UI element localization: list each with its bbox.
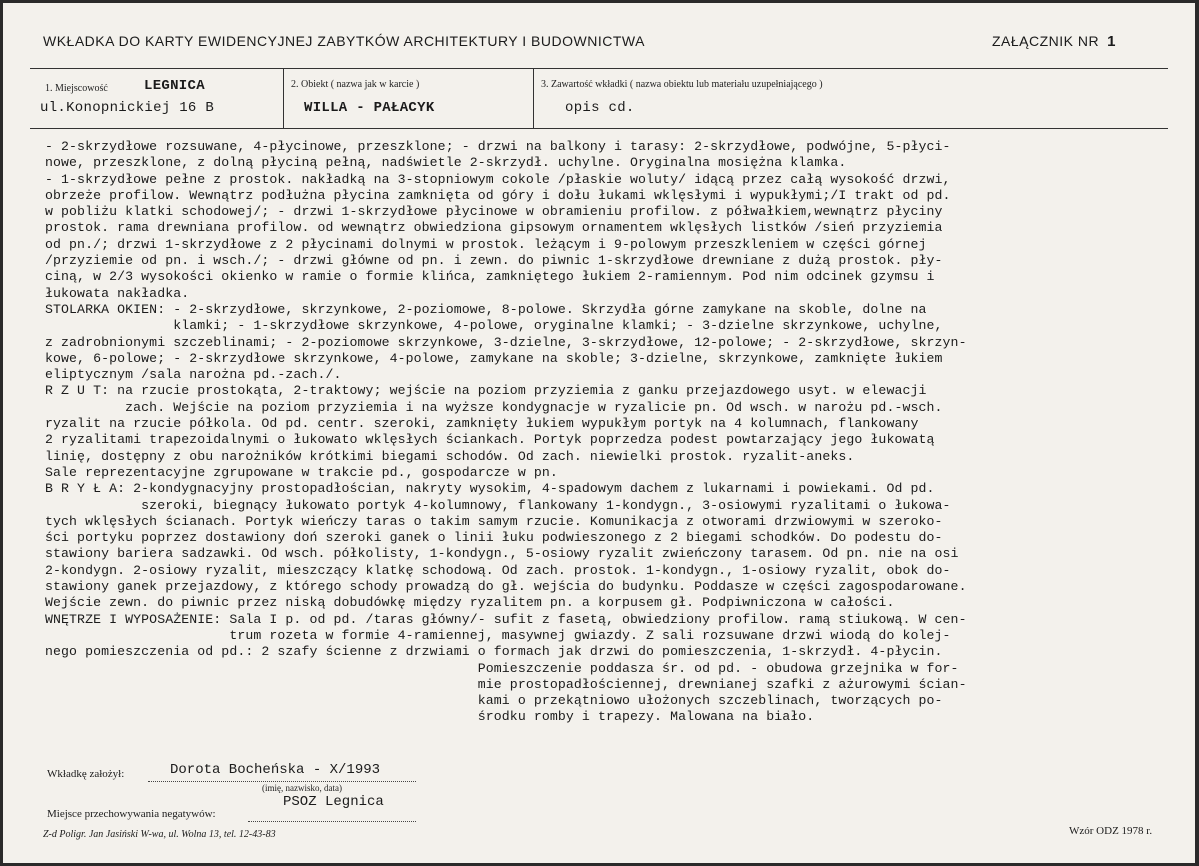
text-line: klamki; - 1-skrzydłowe skrzynkowe, 4-polowe, oryginalne klamki; - 3-dzielne skrzynkowe, uchylne, xyxy=(45,318,943,334)
negatives-dotted-line xyxy=(248,820,416,822)
text-line: nego pomieszczenia od pd.: 2 szafy ścienne z drzwiami o formach jak drzwi do pomieszczenia, 1-skrzydł. 4-płycin. xyxy=(45,644,943,660)
text-line: 2 ryzalitami trapezoidalnymi o łukowato wklęsłych ściankach. Portyk poprzedza podest powtarzający jego łukowatą xyxy=(45,432,935,448)
author-note: (imię, nazwisko, data) xyxy=(262,783,342,793)
annex-label xyxy=(992,33,1116,50)
text-line: kami o przekątniowo ułożonych szczeblinach, tworzących po- xyxy=(45,693,943,709)
text-line: nowe, przeszklone, z dolną płyciną pełną, nadświetle 2-skrzydł. uchylne. Oryginalna mosiężna klamka. xyxy=(45,155,847,171)
text-line: Pomieszczenie poddasza śr. od pd. - obudowa grzejnika w for- xyxy=(45,660,959,676)
field-divider-2 xyxy=(533,68,534,128)
form-title: WKŁADKA DO KARTY EWIDENCYJNEJ ZABYTKÓW ARCHITEKTURY I BUDOWNICTWA xyxy=(43,33,645,49)
author-dotted-line xyxy=(148,780,416,782)
text-line: - 2-skrzydłowe rozsuwane, 4-płycinowe, przeszklone; - drzwi na balkony i tarasy: 2-skrzydłowe, podwójne, 5-płyci- xyxy=(45,139,951,154)
text-line: stawiony bariera sadzawki. Od wsch. półkolisty, 1-kondygn., 5-osiowy ryzalit zwieńczony tarasem. Od pn. nie na osi xyxy=(45,546,959,562)
text-line: linię, dostępny z obu narożników krótkimi biegami schodów. Od zach. niewielki prostok. ryzalit-aneks. xyxy=(45,448,855,464)
field-1-label: 1. Miejscowość xyxy=(45,83,108,94)
text-line: środku romby i trapezy. Malowana na biało. xyxy=(45,709,815,725)
field-3-label: 3. Zawartość wkładki ( nazwa obiektu lub materiału uzupełniającego ) xyxy=(541,79,823,90)
text-line: R Z U T: na rzucie prostokąta, 2-traktowy; wejście na poziom przyziemia z ganku przejazdowego usyt. w elewacji xyxy=(45,383,927,399)
negatives-value: PSOZ Legnica xyxy=(283,794,384,810)
text-line: szeroki, biegnący łukowato portyk 4-kolumnowy, flankowany 1-kondygn., 3-osiowymi ryzalitami o łukowa- xyxy=(45,497,951,513)
text-line: eliptycznym /sala narożna pd.-zach./. xyxy=(45,367,342,383)
text-line: trum rozeta w formie 4-ramiennej, masywnej gwiazdy. Z sali rozsuwane drzwi wiodą do kolej- xyxy=(45,627,951,643)
field-3-value: opis cd. xyxy=(565,100,635,116)
negatives-label: Miejsce przechowywania negatywów: xyxy=(47,808,216,820)
text-line: obrzeże profilow. Wewnątrz podłużna płycina zamknięta od góry i dołu łukami wklęsłymi i wypukłymi;/I trakt od pd. xyxy=(45,187,951,203)
field-box-top-rule xyxy=(30,68,1168,69)
author-value: Dorota Bocheńska - X/1993 xyxy=(170,762,381,778)
field-1-value-city: LEGNICA xyxy=(144,78,205,94)
printer-info: Z-d Poligr. Jan Jasiński W-wa, ul. Wolna 13, tel. 12-43-83 xyxy=(43,829,276,840)
field-box-bottom-rule xyxy=(30,128,1168,129)
text-line: zach. Wejście na poziom przyziemia i na wyższe kondygnacje w ryzalicie pn. Od wsch. w narożu pd.-wsch. xyxy=(45,399,943,415)
text-line: tych wklęsłych ścianach. Portyk wieńczy taras o takim samym rzucie. Komunikacja z otworami drzwiowymi w szeroko- xyxy=(45,513,943,529)
text-line: 2-kondygn. 2-osiowy ryzalit, mieszczący klatkę schodową. Od zach. prostok. 1-kondygn., 1-osiowy ryzalit, obok do- xyxy=(45,562,951,578)
page-edge-right xyxy=(1195,0,1199,866)
text-line: ści portyku poprzez dostawiony doń szeroki ganek o linii łuku podwieszonego z 2 biegami schodków. Do podestu do- xyxy=(45,530,943,546)
text-line: ciną, w 2/3 wysokości okienko w ramie o formie klińca, zamkniętego łukiem 2-ramiennym. Pod nim odcinek gzymsu i xyxy=(45,269,935,285)
text-line: w pobliżu klatki schodowej/; - drzwi 1-skrzydłowe płycinowe w obramieniu profilow. z półwałkiem,wewnątrz płyciny xyxy=(45,204,943,220)
field-1-value-street: ul.Konopnickiej 16 B xyxy=(40,100,215,116)
text-line: stawiony ganek przejazdowy, z którego schody prowadzą do gł. wejścia do budynku. Poddasze w części zagospodarowane. xyxy=(45,579,967,595)
text-line: Wejście zewn. do piwnic przez niską dobudówkę między ryzalitem pn. a korpusem gł. Podpiwniczona w całości. xyxy=(45,595,895,611)
text-line: Sale reprezentacyjne zgrupowane w trakcie pd., gospodarcze w pn. xyxy=(45,464,558,480)
text-line: - 1-skrzydłowe pełne z prostok. nakładką na 3-stopniowym cokole /płaskie woluty/ idącą przez całą wysokość drzwi, xyxy=(45,171,951,187)
text-line: kowe, 6-polowe; - 2-skrzydłowe skrzynkowe, 4-polowe, zamykane na skoble; 3-dzielne, skrzynkowe, zamknięte łukiem xyxy=(45,350,943,366)
text-line: WNĘTRZE I WYPOSAŻENIE: Sala I p. od pd. /taras główny/- sufit z fasetą, obwiedziony profilow. ramą stiukową. W cen- xyxy=(45,611,967,627)
typed-description xyxy=(45,139,1175,726)
annex-number: 1 xyxy=(1107,33,1116,50)
text-line: /przyziemie od pn. i wsch./; - drzwi główne od pn. i zewn. do piwnic 1-skrzydłowe drewniane z dużą prostok. pły- xyxy=(45,253,943,269)
text-line: z zadrobnionymi szczeblinami; - 2-poziomowe skrzynkowe, 3-dzielne, 3-skrzydłowe, 12-polowe; - 2-skrzydłowe, skrzyn- xyxy=(45,334,967,350)
text-line: prostok. rama drewniana profilow. od wewnątrz obwiedziona gipsowym ornamentem wklęsłych listków /sień przyziemia xyxy=(45,220,943,236)
form-model: Wzór ODZ 1978 r. xyxy=(1069,825,1153,837)
text-line: mie prostopadłościennej, drewnianej szafki z ażurowymi ścian- xyxy=(45,676,967,692)
text-line: STOLARKA OKIEN: - 2-skrzydłowe, skrzynkowe, 2-poziomowe, 8-polowe. Skrzydła górne zamykane na skoble, dolne na xyxy=(45,301,927,317)
field-divider-1 xyxy=(283,68,284,128)
page-edge-top xyxy=(0,0,1199,3)
author-label: Wkładkę założył: xyxy=(47,768,125,780)
page-edge-left xyxy=(0,0,3,866)
field-2-value: WILLA - PAŁACYK xyxy=(304,100,435,116)
text-line: ryzalit na rzucie półkola. Od pd. centr. szeroki, zamknięty łukiem wypukłym portyk na 4 kolumnach, flankowany xyxy=(45,416,919,432)
text-line: B R Y Ł A: 2-kondygnacyjny prostopadłościan, nakryty wysokim, 4-spadowym dachem z lukarnami i powiekami. Od pd. xyxy=(45,481,935,497)
text-line: łukowata nakładka. xyxy=(45,285,190,301)
field-2-label: 2. Obiekt ( nazwa jak w karcie ) xyxy=(291,79,420,90)
annex-label-text: ZAŁĄCZNIK NR xyxy=(992,33,1100,49)
text-line: od pn./; drzwi 1-skrzydłowe z 2 płycinami dolnymi w prostok. leżącym i 9-polowym przeszkleniem w części górnej xyxy=(45,236,927,252)
